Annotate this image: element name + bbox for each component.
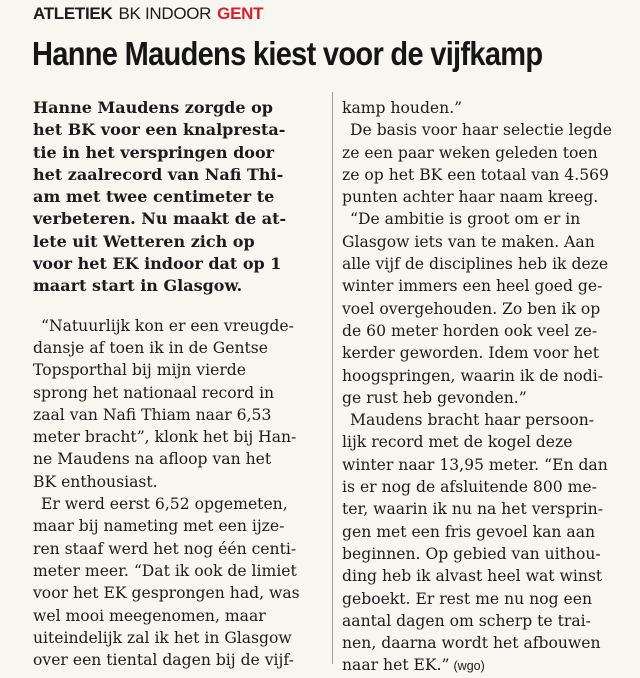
body-line: ding heb ik alvast heel wat winst <box>342 567 603 586</box>
body-line: “De ambitie is groot om er in <box>350 210 581 229</box>
lead-line: tie in het verspringen door <box>33 142 275 162</box>
body-line-last <box>342 654 622 676</box>
lead-line: maart start in Glasgow. <box>33 276 243 296</box>
body-line: Glasgow iets van te maken. Aan <box>342 232 595 251</box>
body-line-text: naar het EK.” <box>342 656 450 675</box>
lead-line: lete uit Wetteren zich op <box>33 231 255 251</box>
lead-line: het BK voor een knalpresta- <box>33 120 286 140</box>
body-line: wel mooi meegenomen, maar <box>33 606 266 625</box>
lead-line: voor het EK indoor dat op 1 <box>33 254 282 274</box>
body-line: gen met een fris gevoel kan aan <box>342 522 596 541</box>
body-line: geboekt. Er rest me nu nog een <box>342 589 593 608</box>
kicker-sport: ATLETIEK <box>33 4 113 23</box>
body-line: Maudens bracht haar persoon- <box>350 411 595 430</box>
article-column-right <box>342 97 622 677</box>
body-line: ter, waarin ik nu na het versprin- <box>342 500 603 519</box>
body-line: aantal dagen om scherp te trai- <box>342 611 591 630</box>
body-line: punten achter haar naam kreeg. <box>342 188 599 207</box>
article-body-left <box>33 315 323 672</box>
lead-line: het zaalrecord van Nafi Thi- <box>33 164 284 184</box>
body-line: kerder geworden. Idem voor het <box>342 344 599 363</box>
body-line: meter meer. “Dat ik ook de limiet <box>33 561 297 580</box>
body-line: de 60 meter horden ook veel ze- <box>342 321 598 340</box>
article-headline: Hanne Maudens kiest voor de vijfkamp <box>32 35 543 72</box>
body-line: zaal van Nafi Thiam naar 6,53 <box>33 405 272 424</box>
kicker-location: GENT <box>217 4 264 23</box>
body-line: BK enthousiast. <box>33 472 158 491</box>
body-line: lijk record met de kogel deze <box>342 433 573 452</box>
lead-line: am met twee centimeter te <box>33 187 275 207</box>
column-divider <box>332 92 333 664</box>
body-line: Er werd eerst 6,52 opgemeten, <box>41 495 288 514</box>
body-line: ze op het BK een totaal van 4.569 <box>342 165 609 184</box>
section-kicker <box>33 4 263 24</box>
body-line: voor het EK gesprongen had, was <box>33 584 300 603</box>
body-line: De basis voor haar selectie legde <box>350 121 612 140</box>
body-line: over een tiental dagen bij de vijf- <box>33 651 294 670</box>
body-line: Topsporthal bij mijn vierde <box>33 361 246 380</box>
article-lead <box>33 97 323 298</box>
author-signature: (wgo) <box>453 659 485 674</box>
lead-line: Hanne Maudens zorgde op <box>33 98 273 117</box>
body-line: kamp houden.” <box>342 99 463 117</box>
body-line: hoogspringen, waarin ik de nodi- <box>342 366 604 385</box>
body-line: ren staaf werd het nog één centi- <box>33 539 297 558</box>
body-line: ze een paar weken geleden toen <box>342 143 598 162</box>
body-line: winter immers een heel goed ge- <box>342 277 603 296</box>
body-line: ge rust heb gevonden.” <box>342 388 527 407</box>
body-line: maar bij nameting met een ijze- <box>33 517 285 536</box>
lead-line: verbeteren. Nu maakt de at- <box>33 209 287 229</box>
body-line: meter bracht”, klonk het bij Han- <box>33 428 297 447</box>
body-line: “Natuurlijk kon er een vreugde- <box>41 316 294 335</box>
body-line: alle vijf de disciplines heb ik deze <box>342 255 609 274</box>
body-line: beginnen. Op gebied van uithou- <box>342 544 601 563</box>
body-line: sprong het nationaal record in <box>33 383 275 402</box>
article-column-left <box>33 97 323 671</box>
body-line: ne Maudens na afloop van het <box>33 450 272 469</box>
body-line: winter naar 13,95 meter. “En dan <box>342 455 608 474</box>
body-line: uiteindelijk zal ik het in Glasgow <box>33 628 292 647</box>
body-line: voel overgehouden. Zo ben ik op <box>342 299 601 318</box>
kicker-event: BK INDOOR <box>118 4 212 23</box>
body-line: nen, daarna wordt het afbouwen <box>342 634 601 653</box>
body-line: is er nog de afsluitende 800 me- <box>342 478 597 497</box>
body-line: dansje af toen ik in de Gentse <box>33 338 269 357</box>
